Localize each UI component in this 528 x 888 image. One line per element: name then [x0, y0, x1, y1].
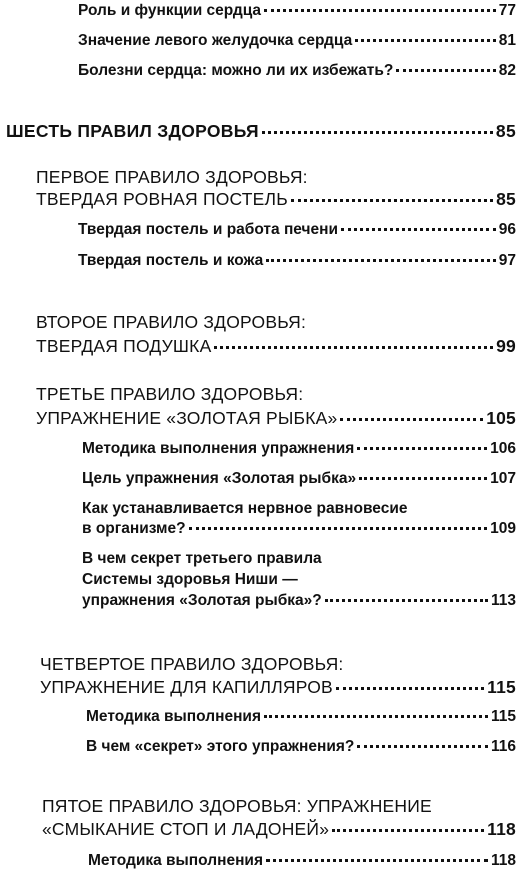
toc-entry-line1: В чем секрет третьего правила: [82, 550, 322, 567]
toc-entry: [78, 2, 516, 20]
toc-chapter-line1: ПЕРВОЕ ПРАВИЛО ЗДОРОВЬЯ:: [36, 167, 308, 187]
dot-leader: [291, 199, 493, 202]
dot-leader: [264, 715, 488, 718]
toc-entry-title: Методика выполнения: [88, 852, 264, 869]
toc-entry-title: ТВЕРДАЯ РОВНАЯ ПОСТЕЛЬ: [36, 189, 288, 209]
toc-entry: [86, 738, 516, 756]
dot-leader: [340, 418, 483, 421]
toc-page-number: 85: [495, 121, 516, 141]
toc-page-number: 107: [490, 470, 516, 487]
toc-entry: [82, 440, 516, 458]
toc-page-number: 113: [490, 592, 516, 609]
toc-entry-title: Роль и функции сердца: [78, 2, 262, 19]
toc-entry-title: Значение левого желудочка сердца: [78, 32, 353, 49]
toc-chapter: [40, 677, 516, 698]
dot-leader: [341, 228, 496, 231]
toc-entry-title: Болезни сердца: можно ли их избежать?: [78, 62, 394, 79]
toc-entry: [86, 708, 516, 726]
toc-entry-title: «СМЫКАНИЕ СТОП И ЛАДОНЕЙ»: [42, 819, 330, 839]
toc-entry-line2: Системы здоровья Ниши —: [82, 571, 298, 588]
toc-page-number: 118: [487, 819, 516, 839]
toc-entry-title: Твердая постель и работа печени: [78, 221, 339, 238]
toc-entry-title: ТВЕРДАЯ ПОДУШКА: [36, 336, 212, 356]
toc-page-number: 96: [498, 221, 516, 238]
toc-entry-title: Методика выполнения: [86, 708, 262, 725]
toc-entry: [78, 221, 516, 239]
toc-entry: [82, 470, 516, 488]
toc-entry: [88, 852, 516, 870]
dot-leader: [262, 131, 493, 134]
dot-leader: [336, 687, 484, 690]
toc-page-number: 81: [498, 32, 516, 49]
toc-chapter-line1: ВТОРОЕ ПРАВИЛО ЗДОРОВЬЯ:: [36, 312, 307, 332]
toc-page-number: 106: [490, 440, 516, 457]
toc-entry: [82, 520, 516, 538]
dot-leader: [264, 9, 496, 12]
toc-page-number: 82: [498, 62, 516, 79]
toc-entry-title: УПРАЖНЕНИЕ ДЛЯ КАПИЛЛЯРОВ: [40, 677, 333, 697]
toc-part-heading: [6, 121, 516, 142]
dot-leader: [396, 69, 495, 72]
toc-page-number: 105: [486, 408, 516, 428]
toc-entry-title: В чем «секрет» этого упражнения?: [86, 738, 355, 755]
toc-entry: [78, 32, 516, 50]
toc-entry: [82, 592, 516, 610]
toc-chapter: [36, 336, 516, 357]
toc-entry-title: УПРАЖНЕНИЕ «ЗОЛОТАЯ РЫБКА»: [36, 408, 338, 428]
toc-entry: [78, 252, 516, 270]
dot-leader: [214, 346, 493, 349]
dot-leader: [357, 745, 488, 748]
dot-leader: [189, 527, 488, 530]
toc-chapter-line1: ПЯТОЕ ПРАВИЛО ЗДОРОВЬЯ: УПРАЖНЕНИЕ: [42, 796, 432, 816]
toc-page-number: 116: [490, 738, 516, 755]
toc-entry-line1: Как устанавливается нервное равновесие: [82, 500, 408, 517]
dot-leader: [357, 447, 487, 450]
toc-entry-title: Твердая постель и кожа: [78, 252, 264, 269]
toc-page-number: 118: [490, 852, 516, 869]
toc-chapter: [42, 819, 516, 840]
toc-page-number: 115: [487, 677, 516, 697]
toc-page-number: 109: [490, 520, 516, 537]
toc-entry-title: упражнения «Золотая рыбка»?: [82, 592, 322, 609]
dot-leader: [332, 829, 484, 832]
dot-leader: [266, 859, 488, 862]
dot-leader: [266, 259, 495, 262]
toc-page-number: 115: [490, 708, 516, 725]
dot-leader: [325, 599, 488, 602]
toc-chapter: [36, 408, 516, 429]
toc-chapter: [36, 189, 516, 210]
toc-entry: [78, 62, 516, 80]
toc-chapter-line1: ЧЕТВЕРТОЕ ПРАВИЛО ЗДОРОВЬЯ:: [40, 654, 344, 674]
dot-leader: [359, 477, 487, 480]
toc-entry-title: ШЕСТЬ ПРАВИЛ ЗДОРОВЬЯ: [6, 121, 259, 141]
toc-page-number: 85: [496, 189, 516, 209]
toc-entry-title: Цель упражнения «Золотая рыбка»: [82, 470, 357, 487]
dot-leader: [355, 39, 496, 42]
toc-chapter-line1: ТРЕТЬЕ ПРАВИЛО ЗДОРОВЬЯ:: [36, 384, 304, 404]
toc-entry-title: Методика выполнения упражнения: [82, 440, 355, 457]
toc-page-number: 77: [498, 2, 516, 19]
toc-page-number: 97: [498, 252, 516, 269]
toc-page-number: 99: [496, 336, 516, 356]
toc-entry-title: в организме?: [82, 520, 186, 537]
